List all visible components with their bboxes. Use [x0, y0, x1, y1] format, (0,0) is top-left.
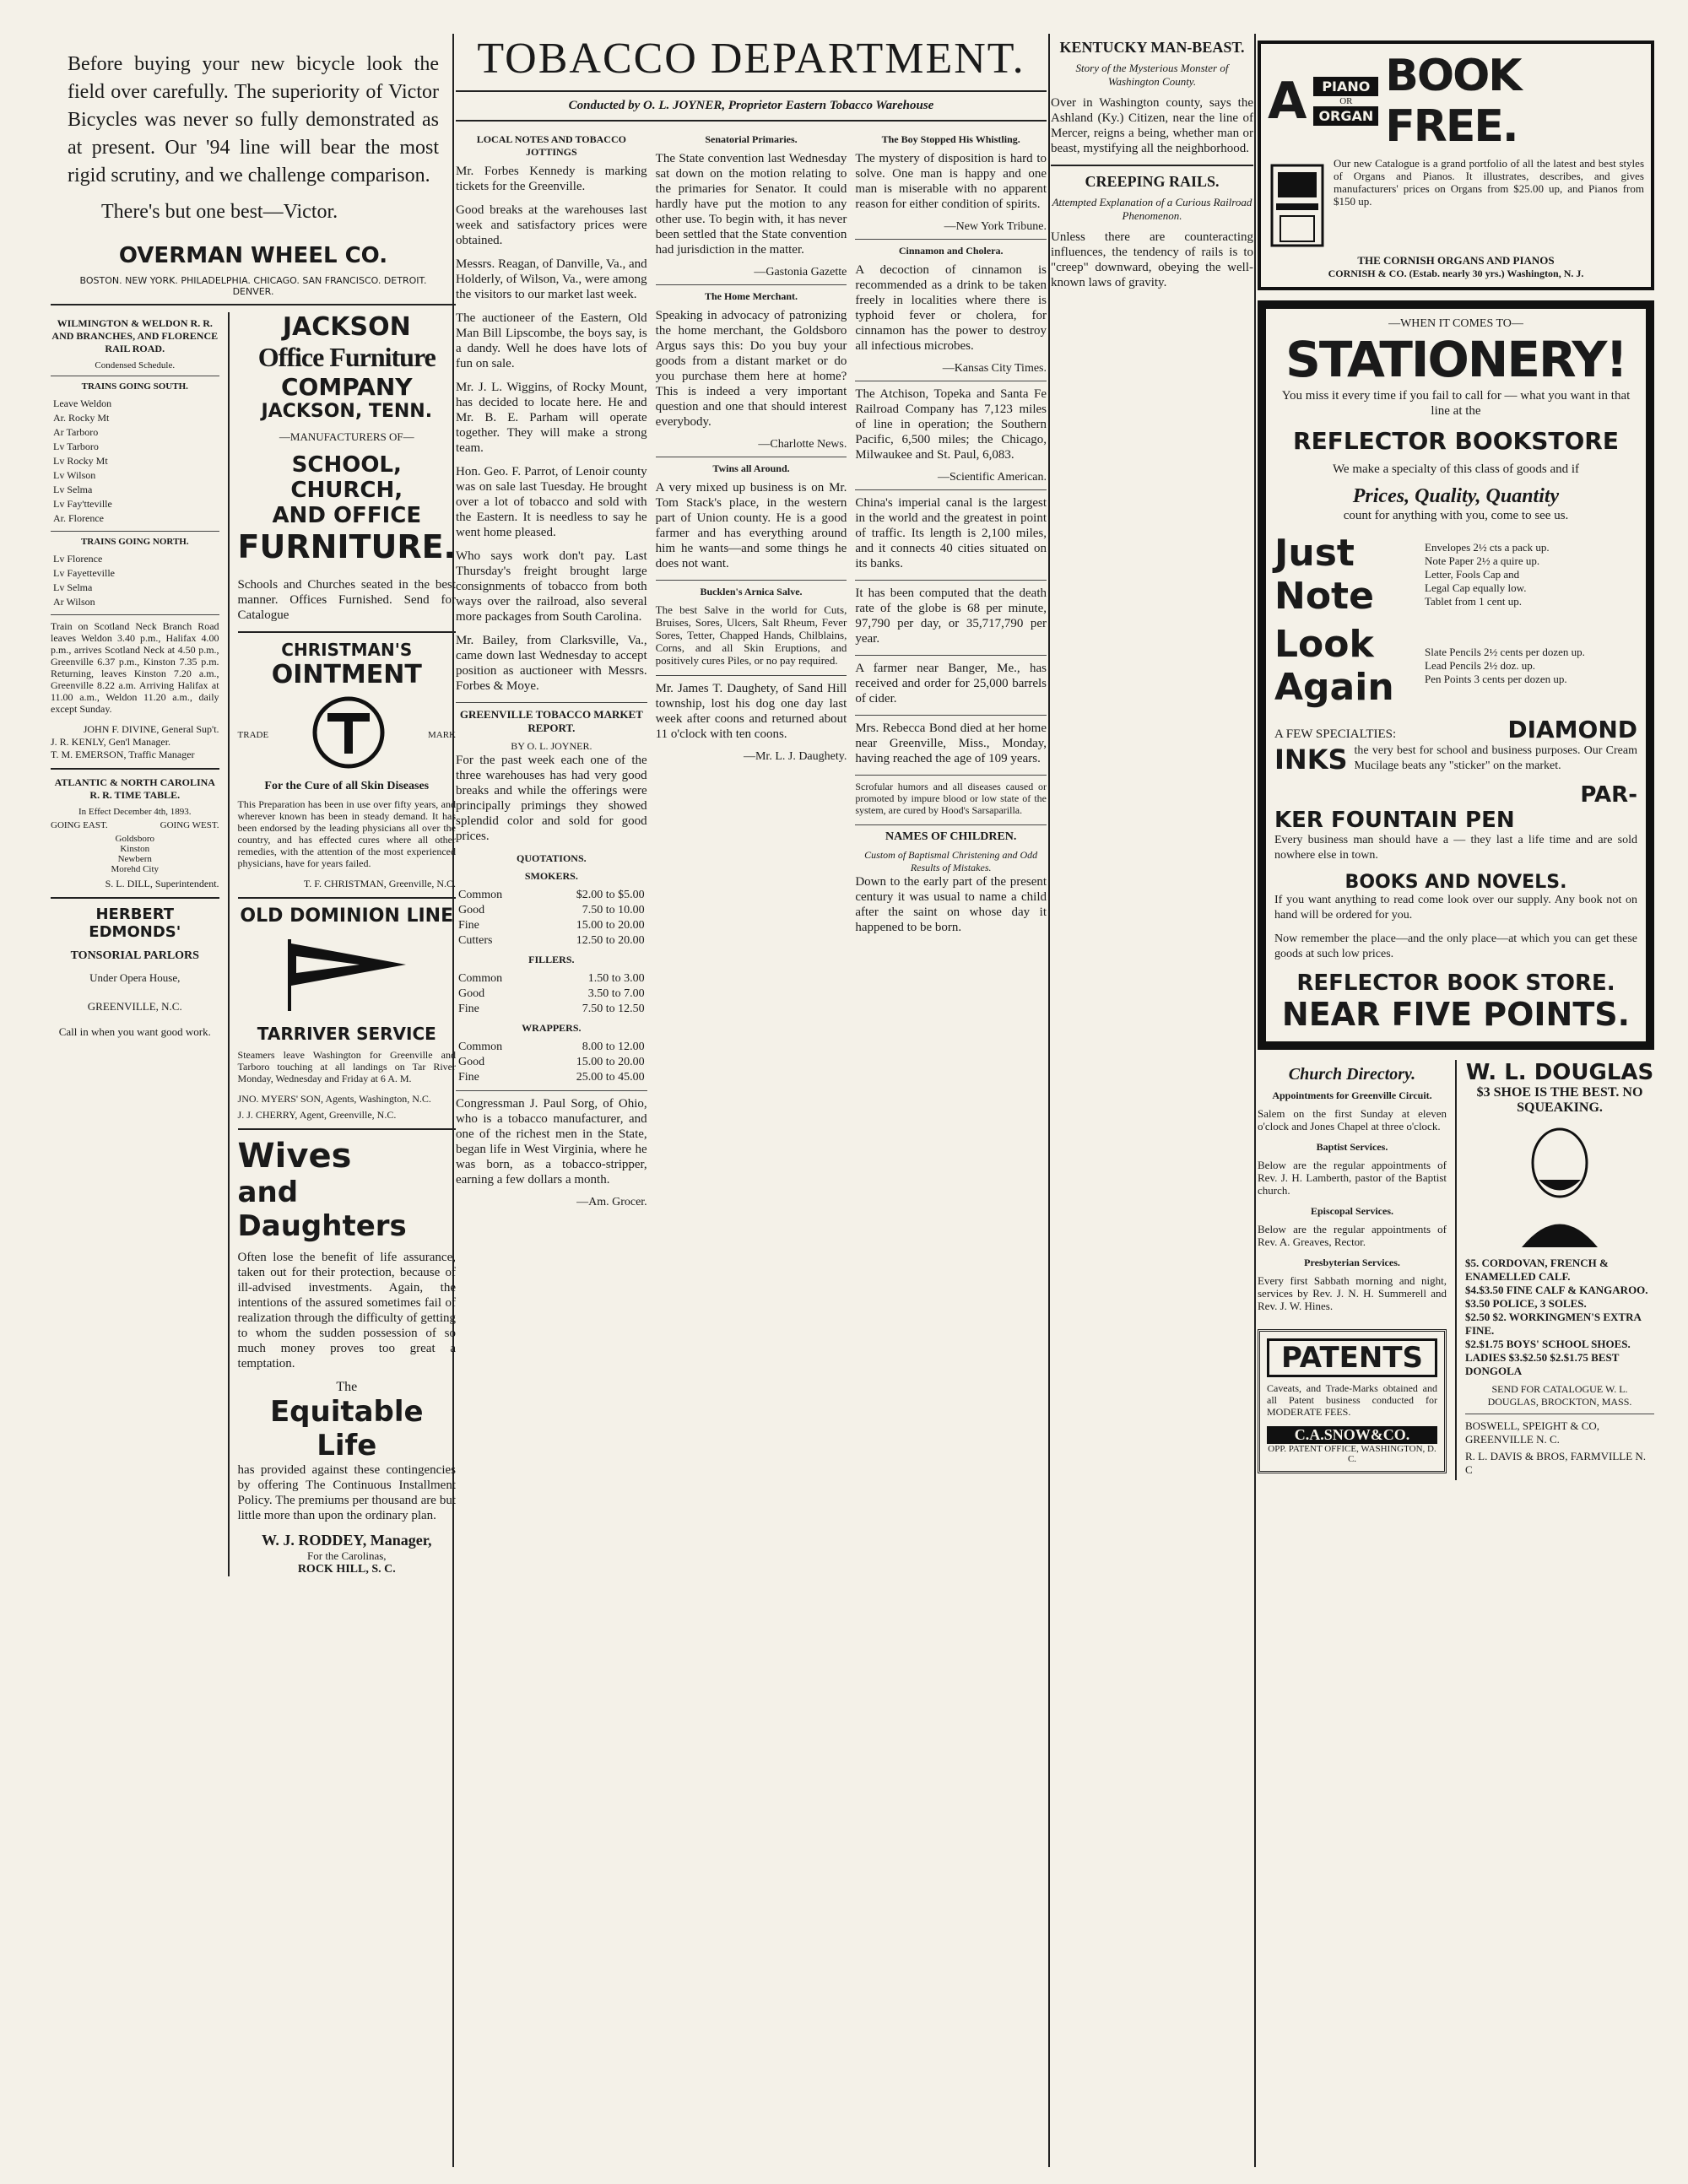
- globe-text: It has been computed that the death rate of the globe is 68 per minute, 97,790 per day, or 35,717,790 per year.: [855, 587, 1047, 646]
- price-range: 8.00 to 12.00: [582, 1041, 645, 1053]
- schedule-row: [51, 411, 219, 425]
- schedule-row: [51, 454, 219, 468]
- christman-signature: T. F. CHRISTMAN, Greenville, N.C.: [303, 878, 456, 889]
- north-head: TRAINS GOING NORTH.: [80, 537, 189, 547]
- dominion-agent1: JNO. MYERS' SON, Agents, Washington, N.C.: [237, 1093, 431, 1105]
- edmonds-ad: [51, 905, 219, 1039]
- local-note: Good breaks at the warehouses last week and satisfactory prices were obtained.: [456, 203, 647, 247]
- price-row: [456, 987, 647, 1002]
- jackson-line3: JACKSON, TENN.: [261, 401, 433, 422]
- douglas-line: $2.50 $2. WORKINGMEN'S EXTRA FINE.: [1465, 1311, 1642, 1337]
- piano-signature: CORNISH & CO. (Estab. nearly 30 yrs.) Washington, N. J.: [1328, 268, 1584, 279]
- parker-1: PAR-: [1580, 782, 1637, 808]
- schedule-row: [51, 468, 219, 483]
- station-name: Lv Tarboro: [53, 441, 99, 452]
- parker-text: Every business man should have a — they last a life time and are sold nowhere else in town.: [1274, 834, 1637, 862]
- organ-label: ORGAN: [1313, 106, 1378, 126]
- books-text: If you want anything to read come look over our supply. Any book not on hand will be ordered for you.: [1274, 894, 1637, 922]
- kentucky-head: KENTUCKY MAN-BEAST.: [1059, 39, 1245, 56]
- grade-name: Fine: [458, 1003, 479, 1015]
- church-appt: Appointments for Greenville Circuit.: [1272, 1089, 1432, 1101]
- patents-title: PATENTS: [1267, 1338, 1437, 1377]
- banger-text: A farmer near Banger, Me., has received and order for 25,000 barrels of cider.: [855, 662, 1047, 705]
- price-row: [456, 1055, 647, 1070]
- kentucky-text: Over in Washington county, says the Ashland (Ky.) Citizen, near the line of Mercer, reigns a being, whether man or beast, mystifying all the neighborhood.: [1051, 96, 1253, 155]
- arnica-text: The best Salve in the world for Cuts, Bruises, Sores, Ulcers, Salt Rheum, Fever Sores, Tetter, Chapped Hands, Chilblains, Corns, and all Skin Eruptions, and positively cures Piles, or no pay required.: [655, 603, 847, 667]
- presbyterian-text: Every first Sabbath morning and night, services by Rev. J. N. H. Summerell and Rev. J. W. Hines.: [1258, 1274, 1447, 1312]
- station-name: Lv Selma: [53, 581, 93, 593]
- scrofula-text: Scrofular humors and all diseases caused or promoted by impure blood or low state of the system, are cured by Hood's Sarsaparilla.: [855, 781, 1047, 816]
- creeping-head: CREEPING RAILS.: [1085, 173, 1220, 190]
- edmonds-name: HERBERT EDMONDS': [89, 905, 181, 941]
- organ-icon: [1268, 157, 1327, 254]
- dominion-service: TARRIVER SERVICE: [257, 1024, 436, 1044]
- patents-address: OPP. PATENT OFFICE, WASHINGTON, D. C.: [1268, 1444, 1436, 1464]
- local-note: Who says work don't pay. Last Thursday's freight brought large consignments of tobacco from both ways over the railroad, also several more packages from South Carolina.: [456, 549, 647, 624]
- mark-label: MARK: [427, 729, 456, 740]
- atlantic-station: Newbern: [117, 854, 152, 864]
- edmonds-call: Call in when you want good work.: [58, 1025, 211, 1038]
- creeping-sub: Attempted Explanation of a Curious Railroad Phenomenon.: [1052, 196, 1252, 222]
- equitable-text2: has provided against these contingencies by offering The Continuous Installment Policy. The premiums per thousand are but little more than upon the ordinary plan.: [237, 1463, 456, 1522]
- portrait-icon: [1509, 1121, 1610, 1251]
- tobacco-department: [456, 34, 1047, 2169]
- christman-title: CHRISTMAN'S: [281, 640, 413, 660]
- dominion-ad: [238, 905, 456, 1122]
- names-head: NAMES OF CHILDREN.: [885, 830, 1017, 843]
- douglas-line: $4.$3.50 FINE CALF & KANGAROO.: [1465, 1284, 1648, 1296]
- victor-tagline: There's but one best—Victor.: [101, 201, 338, 223]
- episcopal-head: Episcopal Services.: [1311, 1205, 1393, 1217]
- china-text: China's imperial canal is the largest in the world and the greatest in point of traffic. Its length is 2,100 miles, and it connects 40 cities situated on its banks.: [855, 496, 1047, 570]
- tobacco-title: TOBACCO DEPARTMENT.: [477, 35, 1025, 83]
- baptist-text: Below are the regular appointments of Rev. J. H. Lamberth, pastor of the Baptist church.: [1258, 1159, 1447, 1197]
- atlantic-station: Goldsboro: [115, 834, 154, 844]
- douglas-line: $5. CORDOVAN, FRENCH & ENAMELLED CALF.: [1465, 1257, 1609, 1283]
- cinnamon-text: A decoction of cinnamon is recommended as a drink to be taken freely in localities where there is typhoid fever or cholera, for cinnamon has the power to destroy all infectious microbes.: [855, 263, 1047, 353]
- cinnamon-signature: —Kansas City Times.: [942, 362, 1047, 375]
- just-note: Just Note: [1274, 532, 1374, 618]
- names-sub: Custom of Baptismal Christening and Odd Results of Mistakes.: [864, 849, 1038, 873]
- victor-ad: [51, 34, 456, 297]
- daughety-signature: —Mr. L. J. Daughety.: [743, 750, 847, 763]
- tobacco-col-b: [656, 128, 847, 1209]
- price-range: 1.50 to 3.00: [587, 972, 645, 985]
- grade-name: Good: [458, 987, 485, 1000]
- christman-ad: [238, 640, 456, 890]
- going-west: GOING WEST.: [160, 820, 219, 830]
- look-again: Look Again: [1274, 623, 1394, 709]
- creeping-text: Unless there are counteracting influences, the tendency of rails is to "creep" downward, obeying the well-known laws of gravity.: [1051, 230, 1253, 289]
- dominion-agent2: J. J. CHERRY, Agent, Greenville, N.C.: [237, 1109, 397, 1121]
- rr-signature1: JOHN F. DIVINE, General Sup't.: [83, 723, 219, 735]
- stationery-item: Envelopes 2½ cts a pack up.: [1425, 541, 1550, 554]
- tc-trademark-icon: [311, 695, 387, 775]
- book-free: BOOK FREE.: [1385, 51, 1521, 152]
- stationery-miss: You miss it every time if you fail to call for — what you want in that line at the: [1281, 389, 1631, 418]
- douglas-line: $3.50 POLICE, 3 SOLES.: [1465, 1297, 1587, 1310]
- douglas-ad: [1465, 1060, 1654, 1480]
- names-text: Down to the early part of the present century it was usual to name a child after the saint on whose day it happened to be born.: [855, 875, 1047, 934]
- books-title: BOOKS AND NOVELS.: [1344, 872, 1567, 893]
- overman-company: OVERMAN WHEEL CO.: [118, 243, 388, 268]
- patents-company: C.A.SNOW&CO.: [1267, 1426, 1437, 1444]
- patents-ad: [1258, 1329, 1447, 1473]
- sorg-text: Congressman J. Paul Sorg, of Ohio, who is a tobacco manufacturer, and one of the richest men in the State, began life in West Virginia, where he was born, as a tobacco-stripper, earning a few dollars a month.: [456, 1097, 647, 1187]
- piano-company: THE CORNISH ORGANS AND PIANOS: [1357, 254, 1555, 267]
- price-row: [456, 918, 647, 933]
- items-list: [1425, 541, 1550, 608]
- station-name: Ar. Florence: [53, 512, 104, 524]
- atlantic-signature: S. L. DILL, Superintendent.: [105, 878, 219, 889]
- near-five-points: NEAR FIVE POINTS.: [1281, 996, 1631, 1033]
- column-rule: [1048, 34, 1050, 2167]
- twins-head: Twins all Around.: [712, 462, 790, 474]
- fillers-head: FILLERS.: [528, 954, 575, 965]
- price-range: 15.00 to 20.00: [576, 919, 645, 932]
- south-table: [51, 397, 219, 526]
- douglas-shoe: $3 SHOE IS THE BEST. NO SQUEAKING.: [1476, 1085, 1643, 1115]
- fillers-table: [456, 971, 647, 1017]
- merchant-text: Speaking in advocacy of patronizing the home merchant, the Goldsboro Argus says this: Do you buy your goods from a distant market or do you purchase them here at home? This is indeed a very important question and one that should interest everybody.: [655, 309, 847, 429]
- station-name: Lv Fay'tteville: [53, 498, 112, 510]
- column-right: [1258, 34, 1654, 2169]
- price-range: 7.50 to 10.00: [582, 904, 645, 916]
- equitable-city: ROCK HILL, S. C.: [297, 1563, 396, 1576]
- stationery-count: count for anything with you, come to see us.: [1343, 509, 1569, 522]
- wrappers-table: [456, 1040, 647, 1085]
- equitable-title2: and Daughters: [237, 1176, 407, 1243]
- inks-text: the very best for school and business purposes. Our Cream Mucilage beats any "sticker" on the market.: [1354, 744, 1637, 772]
- south-head: TRAINS GOING SOUTH.: [81, 381, 188, 392]
- market-head: GREENVILLE TOBACCO MARKET REPORT.: [459, 708, 643, 734]
- stationery-item: Tablet from 1 cent up.: [1425, 595, 1522, 608]
- station-name: Lv Florence: [53, 553, 103, 565]
- victor-text: Before buying your new bicycle look the field over carefully. The superiority of Victor Bicycles was never so fully demonstrated as at present. Our '94 line will bear the most rigid scrutiny, and we challenge comparison.: [68, 53, 439, 187]
- price-range: 12.50 to 20.00: [576, 934, 645, 947]
- atlantic-stations: [51, 834, 219, 874]
- schedule-row: [51, 595, 219, 609]
- equitable-company: Equitable Life: [269, 1395, 424, 1462]
- jackson-name: JACKSON: [282, 312, 411, 342]
- stationery-item: Legal Cap equally low.: [1425, 581, 1527, 594]
- column-kentucky: [1051, 34, 1253, 2169]
- senatorial-text: The State convention last Wednesday sat down on the motion relating to the primaries for Senator. It could hardly have put the motion to any other use. To begin with, it has never been settled that the State convention had jurisdiction in the matter.: [655, 152, 847, 257]
- douglas-name: W. L. DOUGLAS: [1465, 1060, 1654, 1085]
- douglas-line: LADIES $3.$2.50 $2.$1.75 BEST DONGOLA: [1465, 1351, 1620, 1377]
- jackson-line1: Office Furniture: [257, 342, 436, 372]
- store-name: REFLECTOR BOOKSTORE: [1293, 427, 1619, 455]
- patents-text: Caveats, and Trade-Marks obtained and all Patent business conducted for MODERATE FEES.: [1267, 1382, 1437, 1418]
- items-list-2: [1425, 646, 1585, 686]
- jackson-mfr: —MANUFACTURERS OF—: [279, 430, 414, 443]
- whistle-head: The Boy Stopped His Whistling.: [881, 133, 1020, 145]
- few-specialties: A FEW SPECIALTIES:: [1274, 727, 1397, 741]
- whistle-signature: —New York Tribune.: [944, 220, 1047, 233]
- grade-name: Common: [458, 889, 503, 901]
- cinnamon-head: Cinnamon and Cholera.: [898, 245, 1004, 257]
- twins-text: A very mixed up business is on Mr. Tom Stack's place, in the western part of Union county. He is a good farmer and has everything around him he wants—and some things he does not want.: [655, 481, 847, 570]
- schedule-row: [51, 552, 219, 566]
- railroad-title: WILMINGTON & WELDON R. R. AND BRANCHES, AND FLORENCE RAIL ROAD.: [51, 317, 219, 354]
- price-row: [456, 1002, 647, 1017]
- church-directory: [1258, 1060, 1447, 1480]
- rr-signature3: T. M. EMERSON, Traffic Manager: [51, 749, 195, 760]
- douglas-lines: [1465, 1257, 1654, 1378]
- piano-a: A: [1268, 72, 1307, 131]
- church-text: Salem on the first Sunday at eleven o'clock and Jones Chapel at three o'clock.: [1258, 1107, 1447, 1133]
- stationery-item: Lead Pencils 2½ doz. up.: [1425, 659, 1536, 672]
- piano-text: Our new Catalogue is a grand portfolio of all the latest and best styles of Organs and Pianos. It illustrates, describes, and gives manufacturers' prices on Organs from $25.00 up, and Pianos from $150 up.: [1334, 157, 1644, 208]
- price-range: 15.00 to 20.00: [576, 1056, 645, 1068]
- railroad-schedule: [51, 312, 219, 1576]
- price-range: 7.50 to 12.50: [582, 1003, 645, 1015]
- price-row: [456, 888, 647, 903]
- smokers-table: [456, 888, 647, 949]
- schedule-row: [51, 497, 219, 511]
- douglas-dealer1: BOSWELL, SPEIGHT & CO, GREENVILLE N. C.: [1465, 1419, 1600, 1446]
- station-name: Ar. Rocky Mt: [53, 412, 110, 424]
- local-head: LOCAL NOTES AND TOBACCO JOTTINGS: [476, 133, 626, 158]
- parker-2: KER FOUNTAIN PEN: [1274, 808, 1515, 833]
- schedule-row: [51, 425, 219, 440]
- station-name: Lv Wilson: [53, 469, 96, 481]
- presbyterian-head: Presbyterian Services.: [1304, 1257, 1400, 1268]
- tobacco-col-a: [456, 128, 647, 1209]
- trade-label: TRADE: [237, 729, 269, 740]
- christman-subtitle: For the Cure of all Skin Diseases: [264, 780, 430, 792]
- local-note: Mr. Bailey, from Clarksville, Va., came down last Wednesday to accept position as auctioneer with Messrs. Forbes & Moye.: [456, 634, 647, 693]
- grade-name: Good: [458, 904, 485, 916]
- station-name: Ar Wilson: [53, 596, 95, 608]
- christman-title2: OINTMENT: [271, 660, 422, 689]
- local-note: The auctioneer of the Eastern, Old Man Bill Lipscombe, the boys say, is a dandy. Well he does have lots of fun on sale.: [456, 311, 647, 370]
- grade-name: Common: [458, 972, 503, 985]
- whistle-text: The mystery of disposition is hard to solve. One man is happy and one man is miserable with no apparent reason for either condition of spirits.: [855, 152, 1047, 211]
- station-name: Leave Weldon: [53, 397, 112, 409]
- atlantic-station: Kinston: [120, 844, 150, 854]
- atchison-text: The Atchison, Topeka and Santa Fe Railroad Company has 7,123 miles of line in operation; the Southern Pacific, 6,500 miles; the Chicago, Milwaukee and St. Paul, 6,083.: [855, 387, 1047, 462]
- equitable-text: Often lose the benefit of life assurance, taken out for their protection, because of ill-advised investments. Again, the intentions of the assured sometimes fail of realization through the difficulty of getting to whom the sudden possession of so much money proves too great a temptation.: [237, 1251, 456, 1370]
- piano-label: PIANO: [1313, 77, 1378, 96]
- stationery-intro: —WHEN IT COMES TO—: [1388, 317, 1523, 330]
- schedule-row: [51, 581, 219, 595]
- stationery-item: Letter, Fools Cap and: [1425, 568, 1520, 581]
- price-row: [456, 1070, 647, 1085]
- grade-name: Good: [458, 1056, 485, 1068]
- senatorial-signature: —Gastonia Gazette: [754, 266, 847, 278]
- piano-ad: [1258, 41, 1654, 290]
- going-east: GOING EAST.: [51, 820, 108, 830]
- arnica-head: Bucklen's Arnica Salve.: [700, 586, 803, 597]
- local-note: Messrs. Reagan, of Danville, Va., and Holderly, of Wilson, Va., were among the visitors to our market last week.: [456, 257, 647, 301]
- market-by: BY O. L. JOYNER.: [511, 740, 592, 752]
- jackson-line5: AND OFFICE: [272, 503, 422, 528]
- grade-name: Fine: [458, 919, 479, 932]
- divider: [51, 304, 456, 305]
- pqq: Prices, Quality, Quantity: [1352, 485, 1560, 507]
- merchant-head: The Home Merchant.: [704, 290, 798, 302]
- price-row: [456, 1040, 647, 1055]
- kentucky-sub: Story of the Mysterious Monster of Washington County.: [1075, 62, 1229, 88]
- atlantic-station: Morehd City: [111, 864, 160, 874]
- equitable-manager: W. J. RODDEY, Manager,: [262, 1532, 432, 1549]
- column-left: [51, 34, 456, 2169]
- stationery-item: Slate Pencils 2½ cents per dozen up.: [1425, 646, 1585, 658]
- station-name: Lv Selma: [53, 484, 93, 495]
- price-row: [456, 933, 647, 949]
- tobacco-conductor: Conducted by O. L. JOYNER, Proprietor Eastern Tobacco Warehouse: [568, 99, 934, 112]
- atlantic-effective: In Effect December 4th, 1893.: [78, 807, 192, 817]
- stationery-ad: [1258, 300, 1654, 1050]
- baptist-head: Baptist Services.: [1316, 1141, 1388, 1153]
- price-row: [456, 903, 647, 918]
- grade-name: Cutters: [458, 934, 493, 947]
- daughety-text: Mr. James T. Daughety, of Sand Hill township, lost his dog one day last week after coons and returned about 11 o'clock with ten coons.: [655, 682, 847, 741]
- local-note: Mr. J. L. Wiggins, of Rocky Mount, has decided to locate here. He and Mr. B. E. Parham will operate together. They will make a strong team.: [456, 381, 647, 455]
- rr-signature2: J. R. KENLY, Gen'l Manager.: [51, 736, 171, 748]
- jackson-line2: COMPANY: [281, 373, 413, 401]
- inks: INKS: [1274, 743, 1348, 776]
- local-note: Hon. Geo. F. Parrot, of Lenoir county was on sale last Tuesday. He brought over a lot of tobacco and sold with the Eastern. It is needless to say he went home pleased.: [456, 465, 647, 539]
- edmonds-location: Under Opera House,: [89, 971, 181, 984]
- quotations-head: QUOTATIONS.: [517, 852, 587, 864]
- schedule-row: [51, 397, 219, 411]
- grade-name: Fine: [458, 1071, 479, 1084]
- douglas-catalog: SEND FOR CATALOGUE W. L. DOUGLAS, BROCKTON, MASS.: [1487, 1383, 1632, 1408]
- edmonds-business: TONSORIAL PARLORS: [70, 949, 199, 962]
- equitable-title1: Wives: [237, 1137, 352, 1176]
- railroad-notes: Train on Scotland Neck Branch Road leaves Weldon 3.40 p.m., Halifax 4.00 p.m., arrives Scotland Neck at 4.50 p.m., Greenville 6.37 p.m., Kinston 7.35 p.m. Returning, leaves Kinston 7.20 a.m., Greenville 8.22 a.m. Arriving Halifax at 11.00 a.m., Weldon 11.20 a.m., daily except Sunday.: [51, 620, 219, 715]
- stationery-item: Note Paper 2½ a quire up.: [1425, 554, 1540, 567]
- equitable-ad: [238, 1137, 456, 1576]
- schedule-row: [51, 440, 219, 454]
- railroad-sub: Condensed Schedule.: [95, 360, 176, 370]
- diamond: DIAMOND: [1507, 716, 1637, 743]
- wrappers-head: WRAPPERS.: [522, 1022, 582, 1034]
- senatorial-head: Senatorial Primaries.: [705, 133, 798, 145]
- douglas-line: $2.$1.75 BOYS' SCHOOL SHOES.: [1465, 1338, 1631, 1350]
- schedule-row: [51, 483, 219, 497]
- north-table: [51, 552, 219, 609]
- local-note: Mr. Forbes Kennedy is marking tickets for the Greenville.: [456, 165, 647, 193]
- dominion-text: Steamers leave Washington for Greenville and Tarboro touching at all landings on Tar River Monday, Wednesday and Friday at 6 A. M.: [237, 1049, 456, 1084]
- merchant-signature: —Charlotte News.: [758, 438, 847, 451]
- grade-name: Common: [458, 1041, 503, 1053]
- smokers-head: SMOKERS.: [524, 870, 578, 882]
- stationery-item: Pen Points 3 cents per dozen up.: [1425, 673, 1567, 685]
- tobacco-col-c: [855, 128, 1047, 1209]
- market-text: For the past week each one of the three warehouses has had very good breaks and while the offerings were principally primings they showed splendid color and sold for good prices.: [456, 754, 647, 843]
- station-name: Lv Fayetteville: [53, 567, 115, 579]
- sorg-signature: —Am. Grocer.: [576, 1196, 647, 1208]
- atchison-signature: —Scientific American.: [937, 471, 1047, 484]
- ads-subcolumn: [238, 312, 456, 1576]
- price-range: 25.00 to 45.00: [576, 1071, 645, 1084]
- stationery-specialty: We make a specialty of this class of goods and if: [1332, 462, 1580, 476]
- price-range: 3.50 to 7.00: [587, 987, 645, 1000]
- edmonds-city: GREENVILLE, N.C.: [87, 1000, 182, 1013]
- jackson-text: Schools and Churches seated in the best manner. Offices Furnished. Send for Catalogue: [237, 578, 456, 622]
- equitable-the: The: [336, 1380, 358, 1394]
- station-name: Lv Rocky Mt: [53, 455, 108, 467]
- episcopal-text: Below are the regular appointments of Rev. A. Greaves, Rector.: [1258, 1223, 1447, 1248]
- overman-cities: BOSTON. NEW YORK. PHILADELPHIA. CHICAGO. SAN FRANCISCO. DETROIT. DENVER.: [79, 275, 427, 297]
- price-row: [456, 971, 647, 987]
- schedule-row: [51, 566, 219, 581]
- station-name: Ar Tarboro: [53, 426, 99, 438]
- equitable-region: For the Carolinas,: [307, 1549, 387, 1562]
- remember-text: Now remember the place—and the only place—at which you can get these goods at such low prices.: [1274, 933, 1637, 960]
- jackson-ad: [238, 312, 456, 623]
- pennant-flag-icon: [279, 935, 414, 1015]
- church-title: Church Directory.: [1288, 1065, 1416, 1084]
- atlantic-title: ATLANTIC & NORTH CAROLINA R. R. TIME TABLE.: [54, 776, 215, 801]
- store-name-2: REFLECTOR BOOK STORE.: [1296, 970, 1615, 996]
- price-range: $2.00 to $5.00: [576, 889, 645, 901]
- christman-text: This Preparation has been in use over fifty years, and wherever known has been in steady demand. It has been endorsed by the leading physicians all over the country, and has effected cures where all other remedies, with the attention of the most experienced physicians, have for years failed.: [237, 798, 456, 869]
- schedule-row: [51, 511, 219, 526]
- stationery-title: STATIONERY!: [1285, 331, 1626, 388]
- piano-or: OR: [1339, 96, 1353, 106]
- jackson-line4: SCHOOL, CHURCH,: [290, 452, 403, 503]
- dominion-title: OLD DOMINION LINE: [240, 905, 454, 927]
- column-rule: [1254, 34, 1256, 2167]
- douglas-dealer2: R. L. DAVIS & BROS, FARMVILLE N. C: [1465, 1450, 1647, 1476]
- jackson-line6: FURNITURE.: [237, 528, 456, 565]
- bond-text: Mrs. Rebecca Bond died at her home near Greenville, Miss., Monday, having reached the age of 109 years.: [855, 722, 1047, 765]
